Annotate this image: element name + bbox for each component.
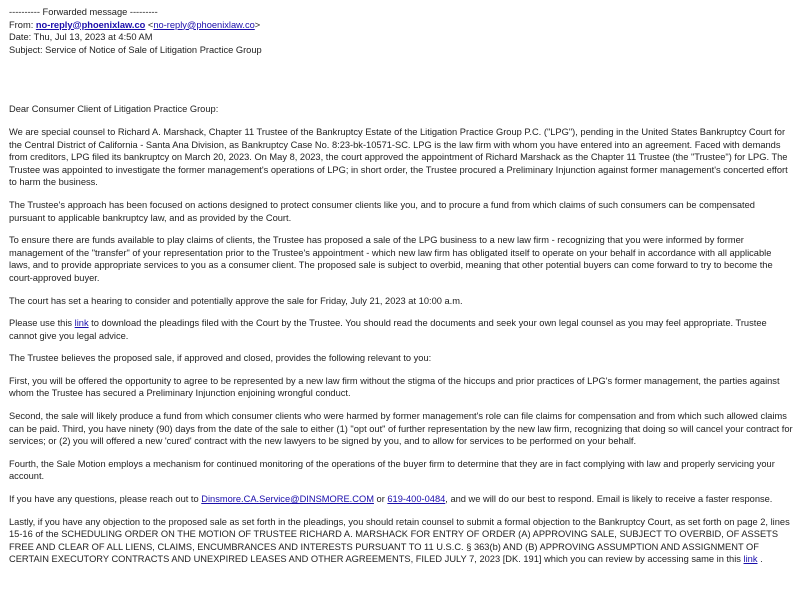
paragraph-sale: To ensure there are funds available to play claims of clients, the Trustee has proposed a sale of the LPG business to a new law firm - recognizing that you were informed by former management of the "transfer" of your representation prior to the Trustee's appointment - which new law firm has obligated itself to operate on your behalf in accordance with all applicable laws, and to provide appropriate services to you as a consumer client. The proposed sale is subject to overbid, meaning that other potential buyers can come forward to try to become the court-approved buyer. (9, 235, 773, 283)
paragraph-second: Second, the sale will likely produce a fund from which consumer clients who were harmed by former management's role can file claims for compensation and from which such allowed claims can be paid. Third, you have ninety (90) days from the date of the sale to either (1) "opt out" of further representation by the new law firm, recognizing that doing so will cancel your contract for services; or (2) you will offered a new 'cured' contract with the new lawyers to be signed by you, and to allow for services to be performed on your behalf. (9, 411, 793, 447)
from-email-open: < (145, 19, 154, 30)
from-name-link[interactable]: no-reply@phoenixlaw.co (35, 19, 146, 30)
greeting: Dear Consumer Client of Litigation Practice Group: (9, 104, 219, 115)
paragraph-intro: We are special counsel to Richard A. Marshack, Chapter 11 Trustee of the Bankruptcy Estate of the Litigation Practice Group P.C. ("LPG"), pending in the United States Bankruptcy Court for the Central District of California - Santa Ana Division, as Bankruptcy Case No. 8:23-bk-10571-SC. LPG is the law firm with whom you have entered into an agreement. Faced with demands from creditors, LPG filed its bankruptcy on March 20, 2023. On May 8, 2023, the court approved the appointment of Richard Marshack as the Chapter 11 Trustee (the "Trustee") for LPG. The Trustee was appointed to investigate the former management's operations of LPG; in short order, the Trustee procured a Preliminary Injunction against former management's concerted effort to harm the business. (9, 126, 788, 188)
pleadings-link[interactable]: link (74, 318, 89, 329)
paragraph-pleadings (9, 317, 793, 342)
contact-or: or (373, 494, 388, 505)
paragraph-objection (9, 516, 793, 566)
contact-email-link[interactable]: Dinsmore.CA.Service@DINSMORE.COM (201, 494, 374, 505)
paragraph-contact (9, 493, 793, 506)
date-line: Date: Thu, Jul 13, 2023 at 4:50 AM (9, 32, 153, 43)
forwarded-header (9, 6, 793, 56)
contact-text-a: If you have any questions, please reach out to (9, 494, 202, 505)
from-email-link[interactable]: no-reply@phoenixlaw.co (153, 19, 255, 30)
paragraph-benefits-intro: The Trustee believes the proposed sale, if approved and closed, provides the following relevant to you: (9, 353, 432, 364)
from-label: From: (9, 19, 36, 30)
subject-line: Subject: Service of Notice of Sale of Litigation Practice Group (9, 44, 262, 55)
from-line (9, 19, 793, 32)
paragraph-fourth: Fourth, the Sale Motion employs a mechanism for continued monitoring of the operations of the buyer firm to determine that they are in fact complying with law and properly servicing your account. (9, 458, 775, 482)
objection-text-b: . (757, 554, 763, 565)
pleadings-text-b: to download the pleadings filed with the Court by the Trustee. You should read the documents and seek your own legal counsel as you may feel appropriate. Trustee cannot give you legal advice. (9, 318, 767, 341)
pleadings-text-a: Please use this (9, 318, 75, 329)
contact-phone-link[interactable]: 619-400-0484 (387, 494, 446, 505)
paragraph-approach: The Trustee's approach has been focused on actions designed to protect consumer clients like you, and to procure a fund from which claims of such consumers can be compensated pursuant to applicable bankruptcy law, and as provided by the Court. (9, 199, 755, 223)
objection-text-a: Lastly, if you have any objection to the proposed sale as set forth in the pleadings, you should retain counsel to submit a formal objection to the Bankruptcy Court, as set forth on page 2, lines 15-16 of the SCHEDULING ORDER ON THE MOTION OF TRUSTEE RICHARD A. MARSHACK FOR ENTRY OF ORDER (A) APPROVING SALE, SUBJECT TO OVERBID, OF ASSETS FREE AND CLEAR OF ALL LIENS, CLAIMS, ENCUMBRANCES AND INTERESTS PURSUANT TO 11 U.S.C. § 363(b) AND (B) APPROVING ASSUMPTION AND ASSIGNMENT OF CERTAIN EXECUTORY CONTRACTS AND UNEXPIRED LEASES AND OTHER AGREEMENTS, FILED JULY 7, 2023 [DK. 191] which you can review by accessing same in this (9, 516, 790, 565)
paragraph-hearing: The court has set a hearing to consider and potentially approve the sale for Friday, July 21, 2023 at 10:00 a.m. (9, 295, 463, 306)
contact-text-b: , and we will do our best to respond. Email is likely to receive a faster response. (445, 494, 773, 505)
order-link[interactable]: link (743, 554, 758, 565)
forwarded-label: ---------- Forwarded message --------- (9, 7, 158, 17)
paragraph-first: First, you will be offered the opportunity to agree to be represented by a new law firm without the stigma of the hiccups and prior practices of LPG's former management, the parties against whom the Trustee has secured a Preliminary Injunction enjoining wrongful conduct. (9, 375, 780, 399)
from-email-close: > (254, 19, 261, 30)
